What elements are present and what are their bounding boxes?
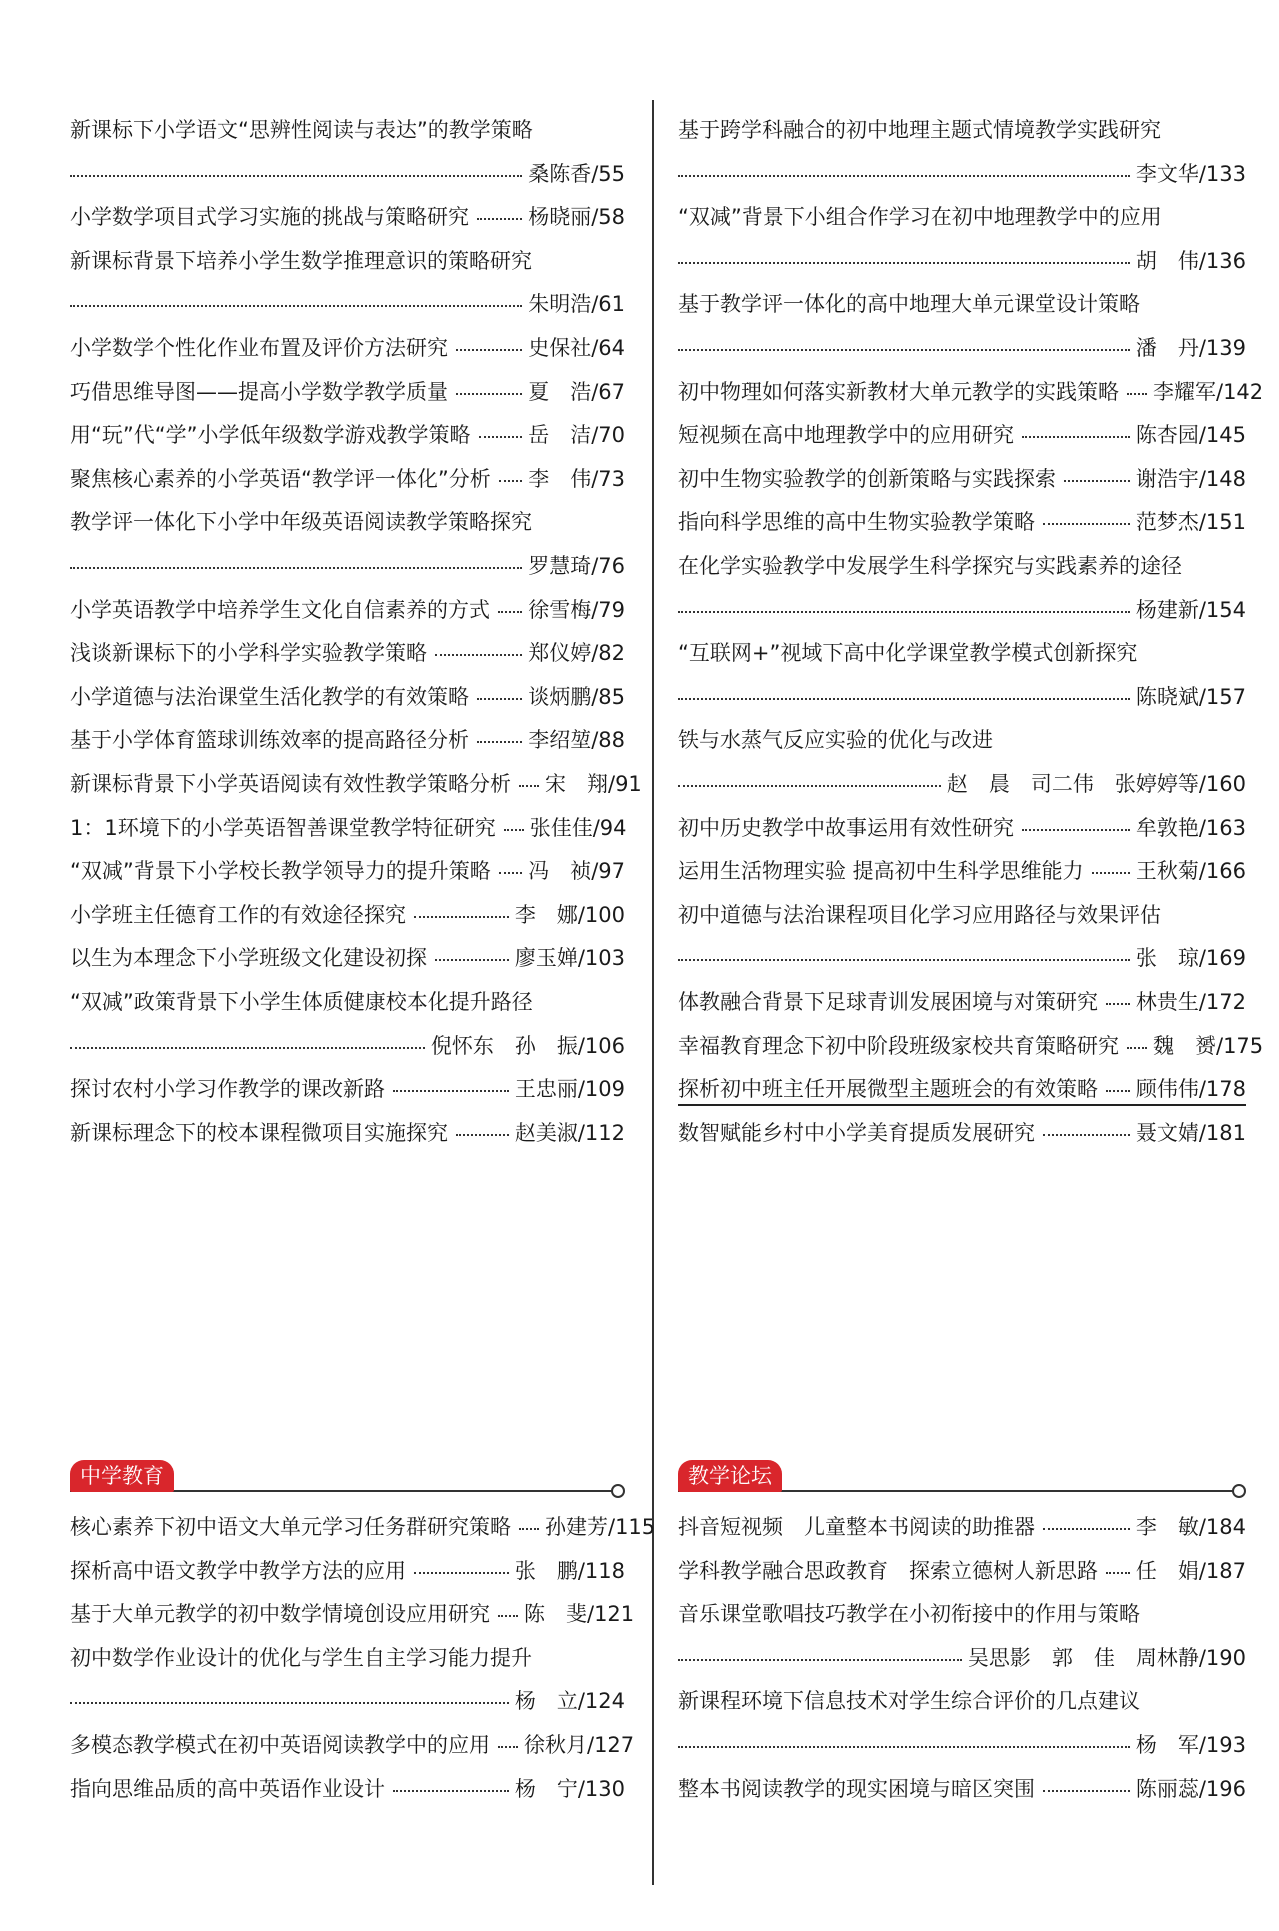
toc-entry[interactable] (70, 507, 625, 537)
leader-dots (1092, 871, 1130, 874)
entry-author-page: 赵美淑/112 (514, 1120, 625, 1145)
entry-title: 核心素养下初中语文大单元学习任务群研究策略 (70, 1515, 511, 1539)
leader-dots (70, 304, 522, 307)
leader-dots (678, 697, 1130, 700)
leader-dots (70, 174, 522, 177)
entry-author-page: 杨 立/124 (514, 1689, 625, 1714)
toc-entry[interactable] (678, 987, 1246, 1017)
toc-entry[interactable] (678, 246, 1246, 276)
toc-entry[interactable] (678, 1686, 1246, 1716)
entry-author-page: 聂文婧/181 (1135, 1120, 1246, 1145)
toc-entry[interactable] (678, 856, 1246, 886)
entry-title: 体教融合背景下足球青训发展困境与对策研究 (678, 990, 1098, 1014)
entry-author-page: 冯 祯/97 (528, 859, 625, 884)
toc-entry[interactable] (678, 507, 1246, 537)
entry-author-page: 陈 斐/121 (524, 1602, 635, 1627)
leader-dots (504, 828, 524, 831)
entry-title: 音乐课堂歌唱技巧教学在小初衔接中的作用与策略 (678, 1602, 1140, 1627)
toc-entry[interactable] (678, 464, 1246, 494)
toc-entry[interactable] (70, 1512, 656, 1542)
entry-title: 指向思维品质的高中英语作业设计 (70, 1776, 385, 1801)
entry-title: 探讨农村小学习作教学的课改新路 (70, 1077, 385, 1102)
toc-entry[interactable] (70, 551, 625, 581)
leader-dots (1106, 1571, 1130, 1574)
leader-dots (1022, 828, 1130, 831)
entry-title: “双减”背景下小学校长教学领导力的提升策略 (70, 859, 491, 884)
leader-dots (498, 1614, 518, 1617)
toc-entry[interactable] (678, 638, 1246, 668)
entry-author-page: 魏 赟/175 (1153, 1033, 1264, 1058)
leader-dots (1022, 435, 1130, 438)
entry-title: 整本书阅读教学的现实困境与暗区突围 (678, 1776, 1035, 1801)
leader-dots (678, 1745, 1130, 1748)
section-rule-end (611, 1484, 625, 1498)
leader-dots (678, 174, 1130, 177)
entry-title: 基于小学体育篮球训练效率的提高路径分析 (70, 728, 469, 753)
leader-dots (1127, 1046, 1147, 1049)
section-label: 中学教育 (70, 1460, 174, 1492)
entry-title: 巧借思维导图——提高小学数学教学质量 (70, 379, 448, 404)
entry-title: 短视频在高中地理教学中的应用研究 (678, 423, 1014, 448)
leader-dots (1106, 1089, 1130, 1092)
leader-dots (678, 1658, 962, 1661)
leader-dots (479, 435, 523, 438)
entry-author-page: 李 伟/73 (528, 466, 625, 491)
entry-author-page: 郑仪婷/82 (528, 641, 625, 666)
leader-dots (70, 1046, 425, 1049)
toc-entry[interactable] (70, 987, 625, 1017)
toc-entry[interactable] (678, 1118, 1246, 1148)
entry-title: 1：1环境下的小学英语智善课堂教学特征研究 (70, 815, 496, 840)
toc-entry[interactable] (678, 115, 1246, 145)
entry-title: 浅谈新课标下的小学科学实验教学策略 (70, 641, 427, 666)
toc-entry[interactable] (70, 159, 625, 189)
toc-entry[interactable] (678, 813, 1246, 843)
toc-entry[interactable] (70, 682, 625, 712)
leader-dots (1127, 392, 1147, 395)
entry-author-page: 谢浩宇/148 (1135, 466, 1246, 491)
section-rule-end (1232, 1484, 1246, 1498)
leader-dots (1043, 1527, 1130, 1530)
entry-title: 新课标理念下的校本课程微项目实施探究 (70, 1120, 448, 1145)
toc-entry[interactable] (678, 377, 1264, 407)
toc-entry[interactable] (678, 1031, 1264, 1061)
toc-entry[interactable] (70, 333, 625, 363)
entry-title: 小学道德与法治课堂生活化教学的有效策略 (70, 684, 469, 709)
entry-author-page: 张佳佳/94 (529, 815, 627, 840)
entry-title: 新课标背景下小学英语阅读有效性教学策略分析 (70, 772, 511, 796)
entry-author-page: 杨晓丽/58 (528, 205, 625, 230)
entry-title: “互联网+”视域下高中化学课堂教学模式创新探究 (678, 641, 1138, 666)
toc-entry[interactable] (678, 769, 1246, 799)
toc-entry[interactable] (70, 1686, 625, 1716)
entry-title: 初中数学作业设计的优化与学生自主学习能力提升 (70, 1645, 532, 1670)
toc-entry[interactable] (678, 682, 1246, 712)
entry-title: 在化学实验教学中发展学生科学探究与实践素养的途径 (678, 554, 1182, 578)
entry-title: 小学数学个性化作业布置及评价方法研究 (70, 336, 448, 360)
toc-entry[interactable] (70, 420, 625, 450)
entry-author-page: 胡 伟/136 (1135, 248, 1246, 273)
entry-author-page: 倪怀东 孙 振/106 (430, 1033, 625, 1058)
entry-author-page: 范梦杰/151 (1135, 510, 1246, 535)
section-header (678, 1460, 1246, 1500)
entry-title: 幸福教育理念下初中阶段班级家校共育策略研究 (678, 1033, 1119, 1058)
entry-author-page: 孙建芳/115 (545, 1515, 656, 1539)
toc-entry[interactable] (678, 725, 1246, 755)
toc-entry[interactable] (70, 769, 642, 799)
entry-author-page: 林贵生/172 (1135, 990, 1246, 1014)
toc-entry[interactable] (678, 289, 1246, 319)
toc-entry[interactable] (678, 943, 1246, 973)
toc-entry[interactable] (70, 1556, 625, 1586)
entry-author-page: 罗慧琦/76 (528, 554, 625, 578)
entry-author-page: 陈晓斌/157 (1135, 684, 1246, 709)
leader-dots (477, 697, 522, 700)
entry-author-page: 李 敏/184 (1135, 1515, 1246, 1539)
leader-dots (499, 479, 522, 482)
entry-author-page: 陈丽蕊/196 (1135, 1776, 1246, 1801)
leader-dots (477, 740, 522, 743)
entry-title: 指向科学思维的高中生物实验教学策略 (678, 510, 1035, 535)
leader-dots (477, 217, 522, 220)
leader-dots (1043, 1133, 1130, 1136)
entry-author-page: 吴思影 郭 佳 周林静/190 (967, 1645, 1246, 1670)
entry-title: 小学数学项目式学习实施的挑战与策略研究 (70, 205, 469, 230)
entry-author-page: 张 鹏/118 (514, 1558, 625, 1583)
toc-entry[interactable] (70, 377, 625, 407)
entry-title: 学科教学融合思政教育 探索立德树人新思路 (678, 1558, 1098, 1583)
entry-title: 初中生物实验教学的创新策略与实践探索 (678, 466, 1056, 491)
leader-dots (393, 1789, 509, 1792)
entry-title: 聚焦核心素养的小学英语“教学评一体化”分析 (70, 466, 491, 491)
entry-author-page: 杨 军/193 (1135, 1733, 1246, 1757)
toc-entry[interactable] (678, 551, 1246, 581)
entry-author-page: 李耀军/142 (1153, 379, 1264, 404)
entry-title: 以生为本理念下小学班级文化建设初探 (70, 946, 427, 971)
toc-entry[interactable] (70, 638, 625, 668)
entry-title: 抖音短视频 儿童整本书阅读的助推器 (678, 1515, 1035, 1539)
toc-entry[interactable] (70, 595, 625, 625)
leader-dots (519, 1527, 539, 1530)
leader-dots (456, 1133, 509, 1136)
entry-author-page: 顾伟伟/178 (1135, 1077, 1246, 1102)
entry-author-page: 徐秋月/127 (524, 1733, 635, 1757)
entry-author-page: 廖玉婵/103 (514, 946, 625, 971)
toc-entry[interactable] (70, 900, 625, 930)
toc-entry[interactable] (70, 1118, 625, 1148)
toc-entry[interactable] (678, 159, 1246, 189)
entry-author-page: 牟敦艳/163 (1135, 815, 1246, 840)
entry-title: 初中物理如何落实新教材大单元教学的实践策略 (678, 379, 1119, 404)
entry-title: 小学英语教学中培养学生文化自信素养的方式 (70, 597, 490, 622)
toc-entry[interactable] (678, 1774, 1246, 1804)
entry-author-page: 潘 丹/139 (1135, 336, 1246, 360)
toc-entry[interactable] (678, 202, 1246, 232)
section-label: 教学论坛 (678, 1460, 782, 1492)
toc-entry[interactable] (70, 246, 625, 276)
toc-entry[interactable] (678, 1643, 1246, 1673)
entry-title: 教学评一体化下小学中年级英语阅读教学策略探究 (70, 510, 532, 535)
leader-dots (499, 871, 522, 874)
leader-dots (414, 915, 509, 918)
entry-title: 基于大单元教学的初中数学情境创设应用研究 (70, 1602, 490, 1627)
leader-dots (1043, 1789, 1130, 1792)
leader-dots (456, 392, 522, 395)
toc-entry[interactable] (70, 1074, 625, 1104)
entry-title: 用“玩”代“学”小学低年级数学游戏教学策略 (70, 423, 471, 448)
leader-dots (1043, 522, 1130, 525)
toc-entry[interactable] (678, 1074, 1246, 1106)
entry-author-page: 杨 宁/130 (514, 1776, 625, 1801)
entry-author-page: 史保社/64 (528, 336, 625, 360)
entry-title: 基于教学评一体化的高中地理大单元课堂设计策略 (678, 292, 1140, 317)
entry-title: “双减”政策背景下小学生体质健康校本化提升路径 (70, 990, 533, 1014)
leader-dots (70, 566, 522, 569)
leader-dots (498, 610, 522, 613)
leader-dots (435, 958, 509, 961)
entry-author-page: 任 娟/187 (1135, 1558, 1246, 1583)
toc-entry[interactable] (70, 289, 625, 319)
entry-title: 铁与水蒸气反应实验的优化与改进 (678, 728, 993, 753)
entry-author-page: 岳 洁/70 (528, 423, 625, 448)
toc-entry[interactable] (70, 1599, 635, 1629)
entry-author-page: 宋 翔/91 (545, 772, 642, 796)
entry-title: “双减”背景下小组合作学习在初中地理教学中的应用 (678, 205, 1162, 230)
toc-entry[interactable] (70, 1774, 625, 1804)
toc-entry[interactable] (70, 856, 625, 886)
toc-entry[interactable] (70, 115, 625, 145)
toc-entry[interactable] (70, 1643, 625, 1673)
toc-entry[interactable] (678, 420, 1246, 450)
entry-title: 探析高中语文教学中教学方法的应用 (70, 1558, 406, 1583)
toc-entry[interactable] (678, 333, 1246, 363)
entry-author-page: 李文华/133 (1135, 161, 1246, 186)
leader-dots (678, 958, 1130, 961)
leader-dots (678, 784, 941, 787)
leader-dots (519, 784, 539, 787)
entry-author-page: 杨建新/154 (1135, 597, 1246, 622)
entry-title: 初中道德与法治课程项目化学习应用路径与效果评估 (678, 902, 1161, 927)
leader-dots (678, 261, 1130, 264)
toc-entry[interactable] (70, 1730, 635, 1760)
entry-title: 多模态教学模式在初中英语阅读教学中的应用 (70, 1733, 490, 1757)
toc-entry[interactable] (70, 725, 625, 755)
leader-dots (393, 1089, 509, 1092)
leader-dots (456, 348, 522, 351)
entry-title: 小学班主任德育工作的有效途径探究 (70, 902, 406, 927)
entry-author-page: 谈炳鹏/85 (528, 684, 625, 709)
toc-entry[interactable] (70, 1031, 625, 1061)
entry-author-page: 王忠丽/109 (514, 1077, 625, 1102)
entry-title: 运用生活物理实验 提高初中生科学思维能力 (678, 859, 1084, 884)
entry-author-page: 夏 浩/67 (528, 379, 625, 404)
entry-author-page: 赵 晨 司二伟 张婷婷等/160 (946, 772, 1246, 796)
entry-title: 新课标背景下培养小学生数学推理意识的策略研究 (70, 248, 532, 273)
entry-title: 探析初中班主任开展微型主题班会的有效策略 (678, 1077, 1098, 1102)
entry-author-page: 李绍堃/88 (528, 728, 625, 753)
entry-author-page: 徐雪梅/79 (528, 597, 625, 622)
entry-title: 基于跨学科融合的初中地理主题式情境教学实践研究 (678, 118, 1161, 142)
toc-entry[interactable] (70, 464, 625, 494)
leader-dots (1064, 479, 1130, 482)
toc-entry[interactable] (678, 595, 1246, 625)
entry-title: 新课标下小学语文“思辨性阅读与表达”的教学策略 (70, 118, 533, 142)
entry-title: 数智赋能乡村中小学美育提质发展研究 (678, 1120, 1035, 1145)
toc-entry[interactable] (678, 900, 1246, 930)
entry-author-page: 桑陈香/55 (528, 161, 625, 186)
entry-author-page: 张 琼/169 (1135, 946, 1246, 971)
leader-dots (70, 1701, 509, 1704)
toc-entry[interactable] (678, 1599, 1246, 1629)
toc-entry[interactable] (70, 202, 625, 232)
leader-dots (678, 348, 1130, 351)
toc-entry[interactable] (678, 1556, 1246, 1586)
leader-dots (678, 610, 1130, 613)
leader-dots (1106, 1002, 1130, 1005)
toc-entry[interactable] (70, 813, 625, 843)
entry-title: 新课程环境下信息技术对学生综合评价的几点建议 (678, 1689, 1140, 1714)
toc-entry[interactable] (678, 1512, 1246, 1542)
toc-entry[interactable] (70, 943, 625, 973)
leader-dots (435, 653, 522, 656)
entry-author-page: 李 娜/100 (514, 902, 625, 927)
column-divider (652, 100, 654, 1885)
toc-entry[interactable] (678, 1730, 1246, 1760)
leader-dots (498, 1745, 518, 1748)
entry-author-page: 陈杏园/145 (1135, 423, 1246, 448)
section-header (70, 1460, 625, 1500)
entry-author-page: 朱明浩/61 (528, 292, 625, 317)
entry-author-page: 王秋菊/166 (1135, 859, 1246, 884)
entry-title: 初中历史教学中故事运用有效性研究 (678, 815, 1014, 840)
leader-dots (414, 1571, 509, 1574)
